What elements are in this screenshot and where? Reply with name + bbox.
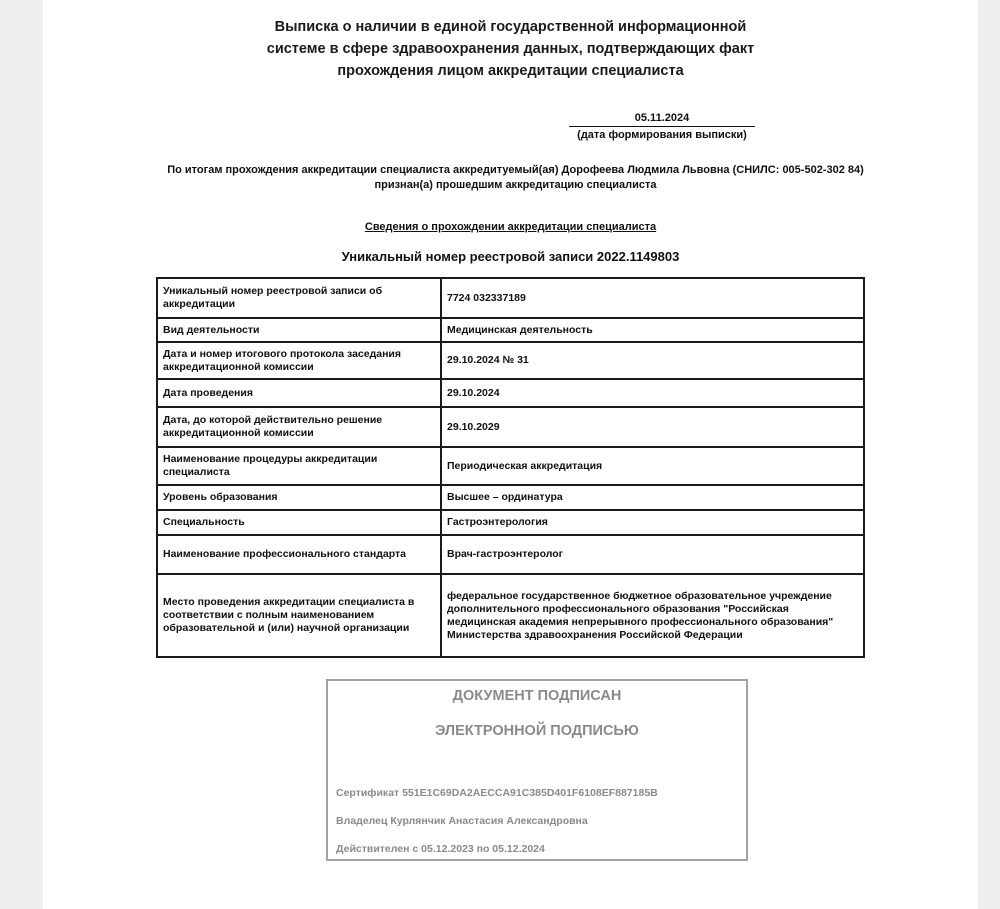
formation-date: 05.11.2024 bbox=[569, 111, 755, 127]
row-value: Периодическая аккредитация bbox=[441, 447, 864, 485]
signature-owner: Владелец Курлянчик Анастасия Александровна bbox=[336, 815, 588, 827]
title-line: прохождения лицом аккредитации специалиста bbox=[337, 63, 684, 79]
table-row bbox=[157, 278, 864, 318]
row-label: Наименование профессионального стандарта bbox=[157, 535, 441, 574]
signature-certificate: Сертификат 551E1C69DA2AECCA91C385D401F6108EF887185B bbox=[336, 787, 658, 799]
row-value: 29.10.2024 bbox=[441, 379, 864, 407]
row-label: Место проведения аккредитации специалиста в соответствии с полным наименованием образовательной и (или) научной организации bbox=[157, 574, 441, 657]
table-row bbox=[157, 535, 864, 574]
section-heading: Сведения о прохождении аккредитации специалиста bbox=[364, 221, 657, 233]
row-value: 29.10.2024 № 31 bbox=[441, 342, 864, 379]
signature-title-line-1: ДОКУМЕНТ ПОДПИСАН bbox=[452, 688, 622, 704]
accreditation-result-statement: По итогам прохождения аккредитации специалиста аккредитуемый(ая) Дорофеева Людмила Львовна (СНИЛС: 005-502-302 84) признан(а) прошедшим аккредитацию специалиста bbox=[167, 164, 864, 191]
table-row bbox=[157, 447, 864, 485]
table-row bbox=[157, 318, 864, 342]
title-line: системе в сфере здравоохранения данных, подтверждающих факт bbox=[266, 41, 755, 57]
formation-date-block bbox=[567, 111, 757, 142]
signature-validity: Действителен с 05.12.2023 по 05.12.2024 bbox=[336, 843, 545, 855]
row-label: Специальность bbox=[157, 510, 441, 535]
row-value: 7724 032337189 bbox=[441, 278, 864, 318]
electronic-signature-stamp bbox=[326, 679, 748, 861]
row-label: Вид деятельности bbox=[157, 318, 441, 342]
row-label: Дата и номер итогового протокола заседания аккредитационной комиссии bbox=[157, 342, 441, 379]
document-page bbox=[43, 0, 978, 909]
table-row bbox=[157, 407, 864, 447]
signature-title-line-2: ЭЛЕКТРОННОЙ ПОДПИСЬЮ bbox=[435, 723, 639, 739]
row-label: Дата проведения bbox=[157, 379, 441, 407]
document-title bbox=[43, 16, 978, 82]
row-label: Наименование процедуры аккредитации специалиста bbox=[157, 447, 441, 485]
row-label: Уровень образования bbox=[157, 485, 441, 510]
table-row bbox=[157, 574, 864, 657]
row-value: Высшее – ординатура bbox=[441, 485, 864, 510]
row-value: федеральное государственное бюджетное образовательное учреждение дополнительного профессионального образования "Российская медицинская академия непрерывного профессионального образования" Министерства здравоохранения Российской Федерации bbox=[441, 574, 864, 657]
row-label: Дата, до которой действительно решение аккредитационной комиссии bbox=[157, 407, 441, 447]
row-value: Медицинская деятельность bbox=[441, 318, 864, 342]
table-row bbox=[157, 379, 864, 407]
row-value: 29.10.2029 bbox=[441, 407, 864, 447]
table-row bbox=[157, 342, 864, 379]
registry-number-heading: Уникальный номер реестровой записи 2022.1149803 bbox=[341, 249, 680, 264]
row-label: Уникальный номер реестровой записи об аккредитации bbox=[157, 278, 441, 318]
row-value: Врач-гастроэнтеролог bbox=[441, 535, 864, 574]
title-line: Выписка о наличии в единой государственной информационной bbox=[274, 19, 747, 35]
accreditation-info-table bbox=[156, 277, 865, 658]
formation-date-caption: (дата формирования выписки) bbox=[577, 129, 747, 141]
row-value: Гастроэнтерология bbox=[441, 510, 864, 535]
table-row bbox=[157, 485, 864, 510]
table-row bbox=[157, 510, 864, 535]
